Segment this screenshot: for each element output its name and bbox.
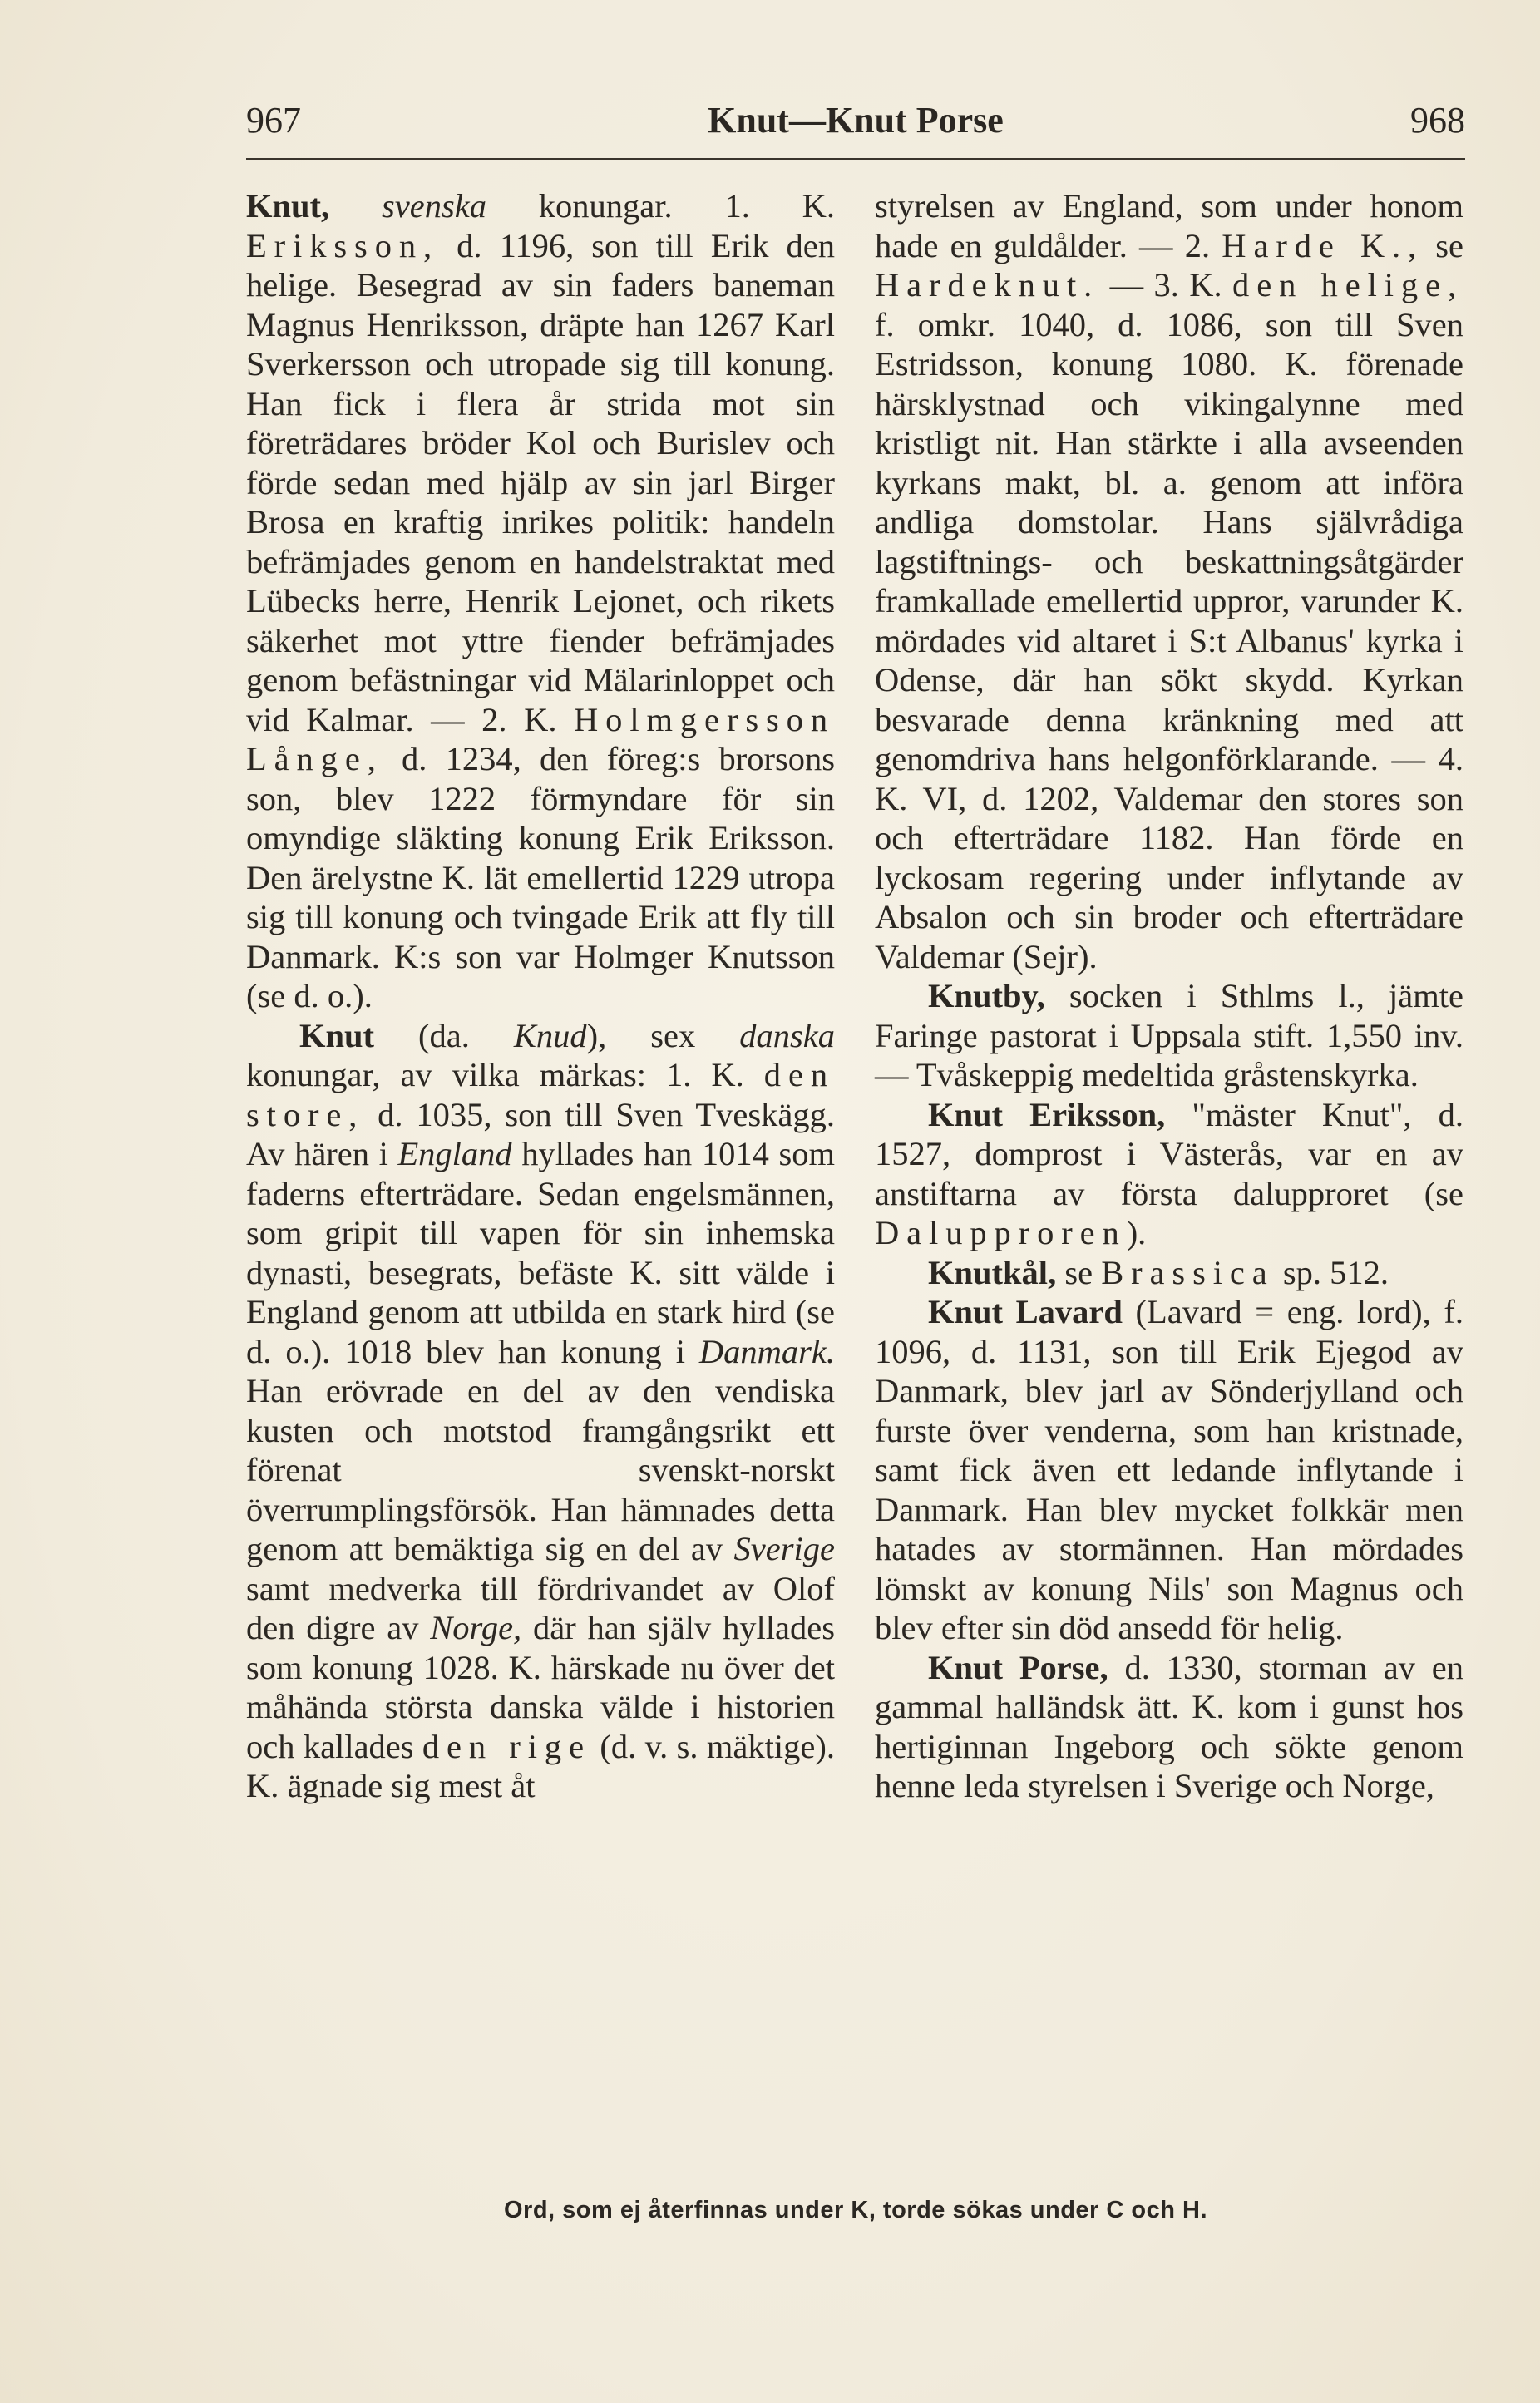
page-title: Knut—Knut Porse [708,100,1004,141]
entry-text: socken i Sthlms l., jämte Faringe pastorat i Uppsala stift. 1,550 inv. — Tvåskeppig medeltida gråstenskyrka. [875,977,1463,1093]
italic-text: Danmark. [698,1332,835,1370]
entry-text: d. 1234, den föreg:s brorsons son, blev 1222 förmyndare för sin omyndige släkting konung Erik Eriksson. Den ärelystne K. lät emellertid 1229 utropa sig till konung och tvingade Erik att fly till Danmark. K:s son var Holmger Knutsson (se d. o.). [246,740,835,1014]
entry-knut-porse [875,1648,1463,1806]
entry-text: — 3. K. [1099,266,1233,303]
page-number-right: 968 [1410,100,1465,141]
entry-text: hyllades han 1014 som faderns efterträdare. Sedan engelsmännen, som gripit till vapen för sin inhemska dynasti, besegrats, befäste K. sitt välde i England genom att utbilda en stark hird (se d. o.). 1018 blev han konung i [246,1135,835,1370]
spaced-name: Harde K., [1222,226,1424,264]
spaced-name: Holmgersson Långe, [246,700,835,777]
entry-continuation [875,186,1463,976]
right-column [875,186,1463,2182]
headword: Knutby, [928,977,1045,1014]
entry-text: se [1056,1253,1102,1291]
entry-text: f. omkr. 1040, d. 1086, son till Sven Estridsson, konung 1080. K. förenade härsklystnad och vikingalynne med kristligt nit. Han stärkte i alla avseenden kyrkans makt, bl. a. genom att införa andliga domstolar. Hans självrådiga lagstiftnings- och beskattningsåtgärder framkallade emellertid uppror, varunder K. mördades vid altaret i S:t Albanus' kyrka i Odense, där han sökt skydd. Kyrkan besvarade denna kränkning med att genomdriva hans helgonförklarande. — 4. K. VI, d. 1202, Valdemar den stores son och efterträdare 1182. Han förde en lyckosam regering under inflytande av Absalon och sin broder och efterträdare Valdemar (Sejr). [875,305,1463,975]
entry-text: d. 1196, son till Erik den helige. Besegrad av sin faders baneman Magnus Henriksson, dräpte han 1267 Karl Sverkersson och utropade sig till konung. Han fick i flera år strida mot sin företrädares bröder Kol och Burislev och förde sedan med hjälp av sin jarl Birger Brosa en kraftig inrikes politik: handeln befrämjades genom en handelstraktat med Lübecks herre, Henrik Lejonet, och rikets säkerhet mot yttre fiender befrämjades genom befästningar vid Mälarinloppet och vid Kalmar. — 2. K. [246,226,835,738]
italic-text: England [397,1135,512,1172]
entry-knutby [875,976,1463,1095]
spaced-name: Eriksson, [246,226,440,264]
headword: Knut [299,1016,375,1054]
entry-text: styrelsen av England, som under honom hade en guldålder. — 2. [875,187,1463,264]
entry-knut-eriksson [875,1095,1463,1253]
italic-text: danska [739,1016,835,1054]
entry-knut-danish [246,1016,835,1806]
italic-text: svenska [382,187,486,225]
spaced-name: den rige [422,1727,591,1765]
spaced-name: Hardeknut. [875,266,1100,303]
entry-knut-swedish [246,186,835,1016]
footer-note: Ord, som ej återfinnas under K, torde sökas under C och H. [504,2197,1207,2223]
headword: Knutkål, [928,1253,1057,1291]
headword: Knut Lavard [928,1293,1123,1330]
entry-text: sp. 512. [1274,1253,1389,1291]
entry-text: d. 1035, son till Sven Tveskägg. Av hären i [246,1095,835,1172]
entry-text: där han själv hyllades som konung 1028. K. härskade nu över det måhända största danska välde i historien och kallades [246,1609,835,1765]
entry-text: konungar. 1. K. [486,187,836,225]
italic-text: Sverige [733,1530,835,1567]
entry-text: samt medverka till fördrivandet av Olof den digre av [246,1569,835,1646]
running-header [246,91,1465,150]
entry-text: "mäster Knut", d. 1527, domprost i Västerås, var en av anstiftarna av första dalupproret (se [875,1095,1463,1212]
entry-text: konungar, av vilka märkas: 1. K. [246,1056,764,1093]
headword: Knut Porse, [928,1648,1108,1686]
entry-text: ), sex [586,1016,740,1054]
entry-text: (d. v. s. mäktige). K. ägnade sig mest åt [246,1727,835,1804]
entry-text: (da. [374,1016,514,1054]
entry-knutkal [875,1253,1463,1293]
italic-text: Norge, [430,1609,522,1646]
headword: Knut, [246,187,330,225]
spaced-name: den helige, [1232,266,1463,303]
entry-text: se [1424,226,1464,264]
spaced-name: den store, [246,1056,835,1133]
entry-text: Han erövrade en del av den vendiska kusten och motstod framgångsrikt ett förenat svenskt-norskt överrumplingsförsök. Han hämnades detta genom att bemäktiga sig en del av [246,1372,835,1567]
spaced-name: Dalupproren [875,1214,1127,1251]
entry-knut-lavard [875,1292,1463,1648]
spaced-name: Brassica [1101,1253,1275,1291]
italic-text: Knud [513,1016,587,1054]
left-column [246,186,835,2182]
header-rule [246,158,1465,160]
page-number-left: 967 [246,100,301,141]
headword: Knut Eriksson, [928,1095,1166,1133]
entry-text: ). [1126,1214,1147,1251]
entry-text: (Lavard = eng. lord), f. 1096, d. 1131, son till Erik Ejegod av Danmark, blev jarl av Sönderjylland och furste över venderna, som han kristnade, samt fick även ett ledande inflytande i Danmark. Han blev mycket folkkär men hatades av stormännen. Han mördades lömskt av konung Nils' son Magnus och blev efter sin död ansedd för helig. [875,1293,1463,1646]
entry-text: d. 1330, storman av en gammal halländsk ätt. K. kom i gunst hos hertiginnan Ingeborg och sökte genom henne leda styrelsen i Sverige och Norge, [875,1648,1463,1804]
